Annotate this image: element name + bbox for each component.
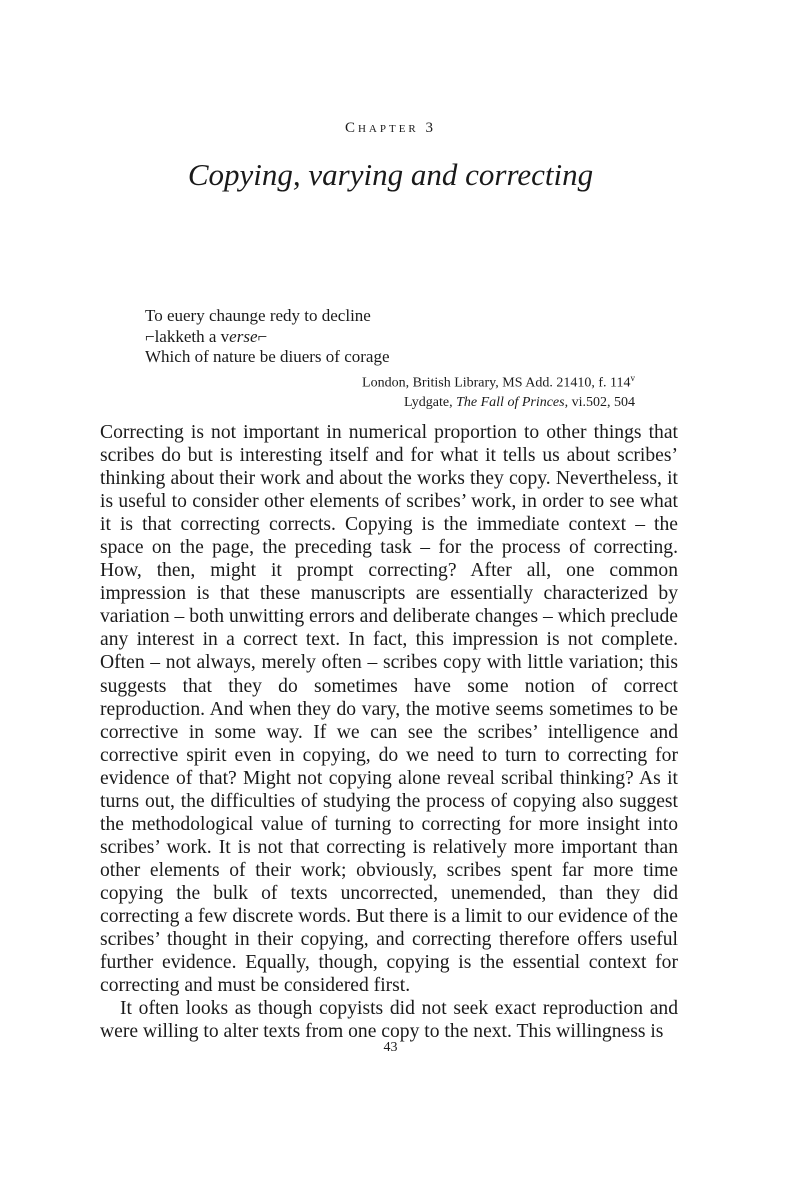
epigraph-line-3: Which of nature be diuers of corage: [145, 347, 390, 366]
epigraph-line-1: To euery chaunge redy to decline: [145, 306, 371, 325]
epigraph-source-manuscript: [145, 368, 635, 394]
folio-verso-mark: v: [630, 372, 635, 383]
chapter-label: Chapter 3: [344, 120, 437, 136]
epigraph-line-2-italic: erse: [229, 326, 258, 346]
work-title: The Fall of Princes: [456, 395, 565, 411]
epigraph-line-2: [145, 327, 635, 348]
author-name: Lydgate,: [404, 395, 457, 411]
page-number: 43: [383, 1040, 398, 1055]
body-text: [100, 421, 678, 1043]
epigraph-line-2-prefix: ⌐lakketh a v: [145, 326, 230, 346]
paragraph-2: It often looks as though copyists did not seek exact reproduction and were willing to alter texts from one copy to the next. This willingness is: [100, 998, 678, 1043]
epigraph-source-work: [145, 393, 635, 413]
epigraph-line-2-suffix: ⌐: [257, 326, 268, 346]
chapter-title: Copying, varying and correcting: [187, 157, 594, 192]
line-reference: , vi.502, 504: [564, 395, 635, 411]
manuscript-reference: London, British Library, MS Add. 21410, f. 114: [362, 375, 631, 391]
epigraph: [145, 306, 635, 413]
paragraph-1: Correcting is not important in numerical proportion to other things that scribes do but is interesting itself and for what it tells us about scribes’ thinking about their work and about the works they copy. Nevertheless, it is useful to consider other elements of scribes’ work, in order to see what it is that correcting corrects. Copying is the immediate context – the space on the page, the preceding task – for the process of correcting. How, then, might it prompt correcting? After all, one common impression is that these manuscripts are essentially characterized by variation – both unwitting errors and deliberate changes – which preclude any interest in a correct text. In fact, this impression is not complete. Often – not always, merely often – scribes copy with little variation; this suggests that they do sometimes have some notion of correct reproduction. And when they do vary, the motive seems sometimes to be corrective in some way. If we can see the scribes’ intelligence and corrective spirit even in copying, do we need to turn to correcting for evidence of that? Might not copying alone reveal scribal thinking? As it turns out, the difficulties of studying the process of copying also suggest the methodological value of turning to correcting for more insight into scribes’ work. It is not that correcting is relatively more important than other elements of their work; obviously, scribes spent far more time copying the bulk of texts uncorrected, unemended, than they did correcting a few discrete words. But there is a limit to our evidence of the scribes’ thought in their copying, and correcting therefore offers useful further evidence. Equally, though, copying is the essential context for correcting and must be considered first.: [100, 422, 678, 997]
